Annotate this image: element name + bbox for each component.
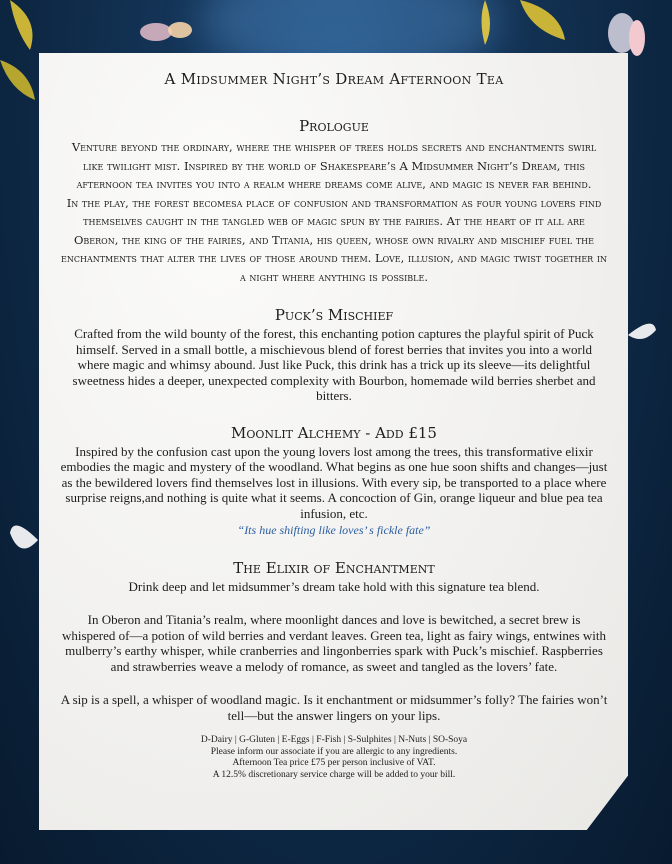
footer-notes bbox=[60, 735, 608, 781]
section-quote: “Its hue shifting like loves’ s fickle fate” bbox=[237, 523, 431, 537]
glowing-wing-icon bbox=[628, 315, 658, 355]
prologue-heading: Prologue bbox=[299, 117, 369, 135]
prologue-paragraph: Venture beyond the ordinary, where the whisper of trees holds secrets and enchantments swirl like twilight mist. Inspired by the world of Shakespeare’s A Midsummer Night’s Dream, this afternoon tea invites you into a realm where dreams come alive, and magic is never far behind. bbox=[71, 140, 597, 191]
prologue-paragraph: In the play, the forest becomesa place of confusion and transformation as four young lovers find themselves caught in the tangled web of magic spun by the fairies. At the heart of it all are Oberon, the king of the fairies, and Titania, his queen, whose own rivalry and mischief fuel the enchantments that alter the lives of those around them. Love, illusion, and magic twist together in a night where anything is possible. bbox=[61, 195, 607, 284]
fairy-icon bbox=[138, 12, 198, 52]
section-heading-moonlit-alchemy: Moonlit Alchemy - Add £15 bbox=[231, 423, 437, 442]
section-heading-pucks-mischief: Puck’s Mischief bbox=[274, 306, 394, 324]
section-text-elixir: Drink deep and let midsummer’s dream take hold with this signature tea blend. bbox=[128, 578, 540, 594]
section-text-elixir-2: In Oberon and Titania’s realm, where moonlight dances and love is bewitched, a secret brew is whispered of—a potion of wild berries and verdant leaves. Green tea, light as fairy wings, entwines with mulberry’s earthy whisper, while cranberries and lingonberries spark with Puck’s mischief. Raspberries and strawberries weave a melody of romance, as sweet and tangled as the lovers’ fate. bbox=[61, 612, 607, 674]
service-charge-notice: A 12.5% discretionary service charge will be added to your bill. bbox=[212, 769, 456, 780]
allergy-notice: Please inform our associate if you are allergic to any ingredients. bbox=[210, 746, 458, 757]
glowing-wing-icon bbox=[8, 515, 38, 565]
section-heading-elixir: The Elixir of Enchantment bbox=[233, 558, 435, 577]
allergen-legend: D-Dairy | G-Gluten | E-Eggs | F-Fish | S-Sulphites | N-Nuts | SO-Soya bbox=[200, 735, 468, 745]
section-text-moonlit-alchemy: Inspired by the confusion cast upon the young lovers lost among the trees, this transformative elixir embodies the magic and mystery of the woodland. What begins as one hue soon shifts and changes—just as the bewildered lovers find themselves lost in illusions. With every sip, be transported to a place where surprise reigns,and nothing is quite what it seems. A concoction of Gin, orange liqueur and blue pea tea infusion, etc. bbox=[60, 443, 608, 521]
section-text-pucks-mischief: Crafted from the wild bounty of the forest, this enchanting potion captures the playful spirit of Puck himself. Served in a small bottle, a mischievous blend of forest berries that invites you into a world where magic and whimsy abound. Just like Puck, this drink has a trick up its sleeve—its delightful sweetness hides a deeper, unexpected complexity with Bourbon, homemade wild berries sherbet and bitters. bbox=[72, 326, 596, 403]
menu-content bbox=[60, 53, 608, 781]
leaf-decoration-icon bbox=[480, 0, 570, 60]
page-title: A Midsummer Night’s Dream Afternoon Tea bbox=[164, 70, 504, 88]
price-notice: Afternoon Tea price £75 per person inclusive of VAT. bbox=[232, 758, 436, 768]
section-text-elixir-3: A sip is a spell, a whisper of woodland magic. Is it enchantment or midsummer’s folly? The fairies won’t tell—but the answer lingers on your lips. bbox=[60, 692, 608, 723]
prologue-text bbox=[60, 138, 608, 286]
